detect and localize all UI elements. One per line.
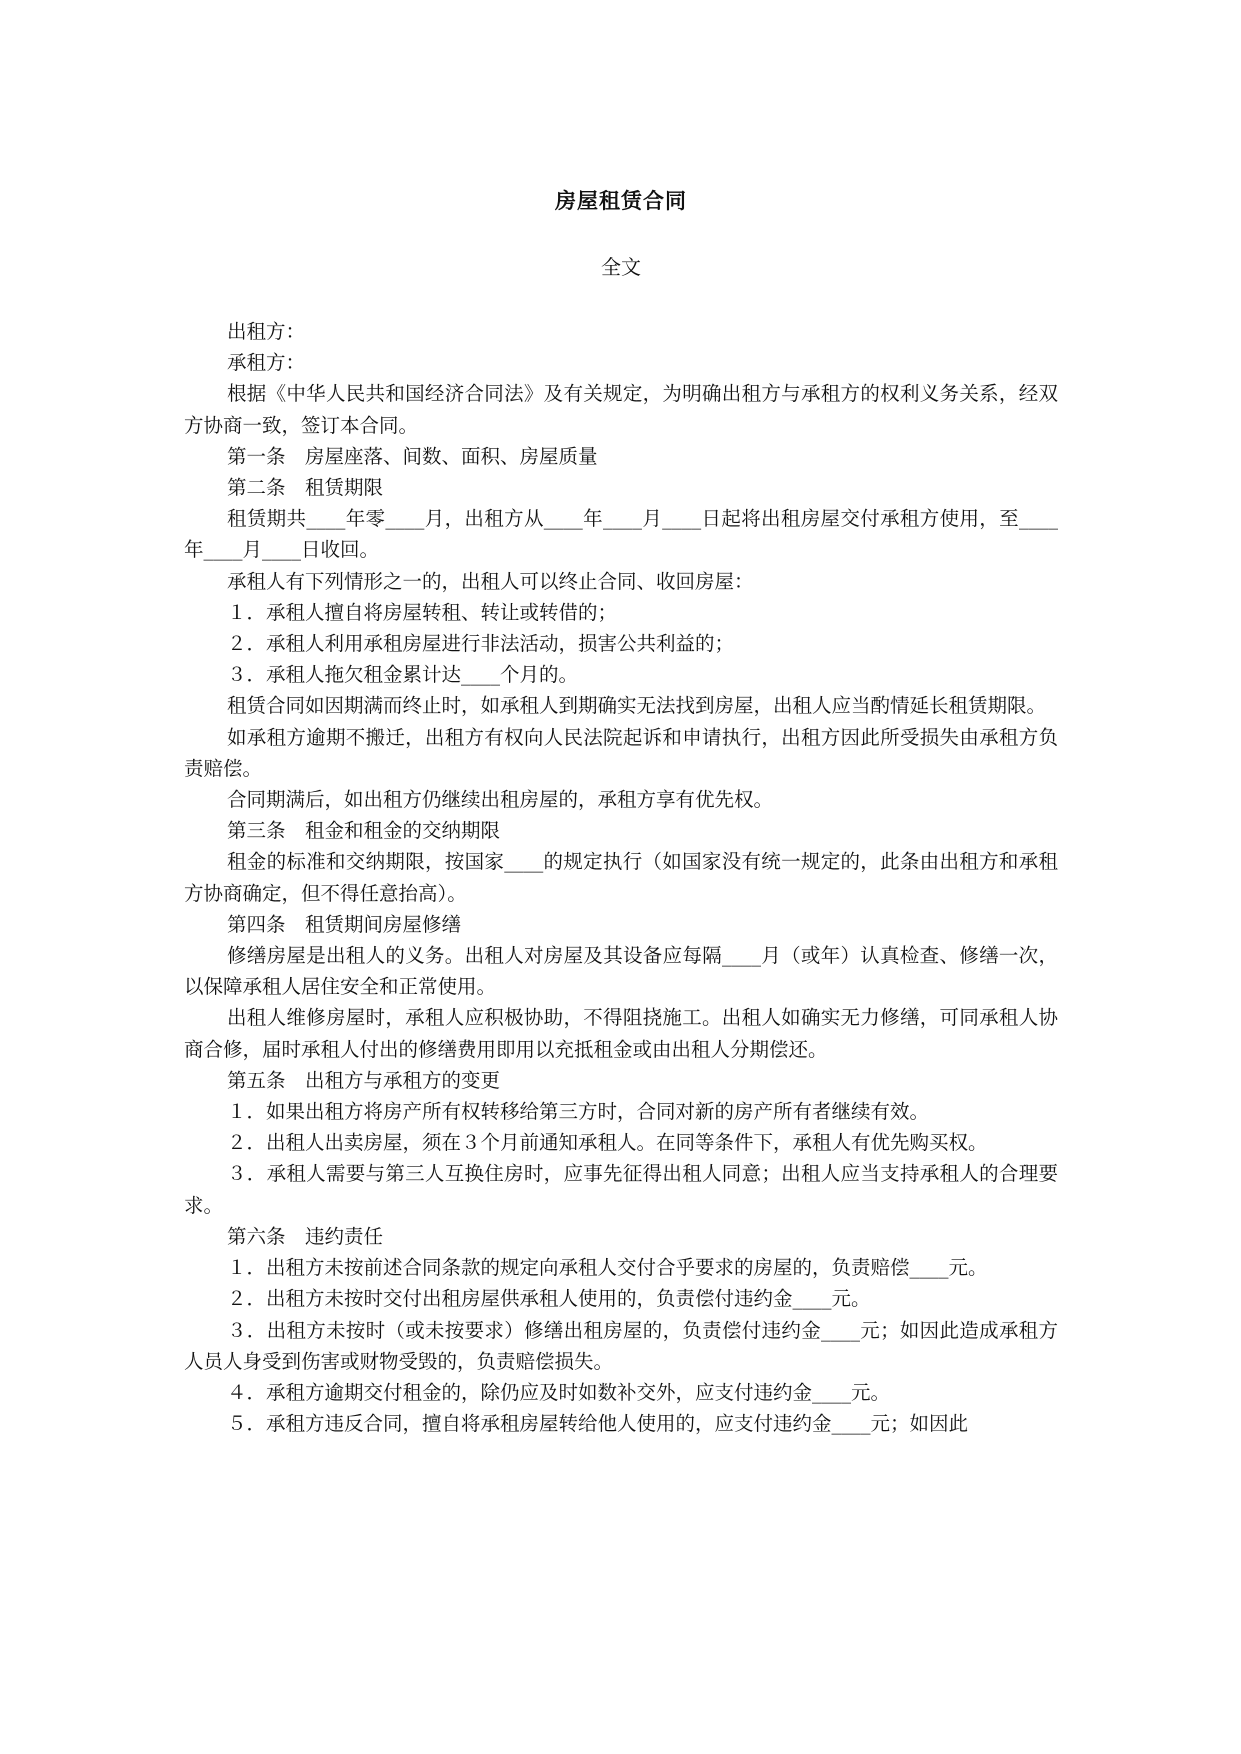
list-item: ４．承租方逾期交付租金的，除仍应及时如数补交外，应支付违约金____元。 — [227, 1380, 891, 1404]
list-item: １．承租人擅自将房屋转租、转让或转借的； — [227, 600, 618, 624]
paragraph-repair-duty: 修缮房屋是出租人的义务。出租人对房屋及其设备应每隔____月（或年）认真检查、修缮一次，以保障承租人居住安全和正常使用。 — [184, 944, 1058, 999]
document-page — [184, 0, 1058, 1754]
article-4-heading: 第四条 租赁期间房屋修缮 — [227, 912, 462, 936]
article-2-heading: 第二条 租赁期限 — [227, 476, 384, 500]
paragraph-rent-standard: 租金的标准和交纳期限，按国家____的规定执行（如国家没有统一规定的，此条由出租方和承租方协商确定，但不得任意抬高）。 — [184, 850, 1058, 905]
paragraph-termination-intro: 承租人有下列情形之一的，出租人可以终止合同、收回房屋： — [227, 569, 754, 593]
paragraph-overdue-move: 如承租方逾期不搬迁，出租方有权向人民法院起诉和申请执行，出租方因此所受损失由承租方负责赔偿。 — [184, 725, 1058, 780]
list-item: ２．承租人利用承租房屋进行非法活动，损害公共利益的； — [227, 632, 735, 656]
list-item: ２．出租方未按时交付出租房屋供承租人使用的，负责偿付违约金____元。 — [227, 1287, 871, 1311]
paragraph-lease-term: 租赁期共____年零____月，出租方从____年____月____日起将出租房屋交付承租方使用，至____年____月____日收回。 — [184, 507, 1058, 562]
article-6-heading: 第六条 违约责任 — [227, 1224, 384, 1248]
list-item: ３．承租人需要与第三人互换住房时，应事先征得出租人同意；出租人应当支持承租人的合理要求。 — [184, 1162, 1058, 1217]
paragraph-lessee: 承租方： — [227, 351, 306, 375]
article-1-heading: 第一条 房屋座落、间数、面积、房屋质量 — [227, 444, 598, 468]
document-subtitle: 全文 — [601, 255, 641, 279]
paragraph-repair-cooperation: 出租人维修房屋时，承租人应积极协助，不得阻挠施工。出租人如确实无力修缮，可同承租人协商合修，届时承租人付出的修缮费用即用以充抵租金或由出租人分期偿还。 — [184, 1006, 1058, 1061]
paragraph-lessor: 出租方： — [227, 320, 306, 343]
list-item: ３．出租方未按时（或未按要求）修缮出租房屋的，负责偿付违约金____元；如因此造成承租方人员人身受到伤害或财物受毁的，负责赔偿损失。 — [184, 1318, 1058, 1373]
list-item: ５．承租方违反合同，擅自将承租房屋转给他人使用的，应支付违约金____元；如因此 — [227, 1412, 969, 1436]
list-item: １．出租方未按前述合同条款的规定向承租人交付合乎要求的房屋的，负责赔偿____元。 — [227, 1256, 988, 1280]
list-item: ２．出租人出卖房屋，须在３个月前通知承租人。在同等条件下，承租人有优先购买权。 — [227, 1131, 988, 1155]
paragraph-priority: 合同期满后，如出租方仍继续出租房屋的，承租方享有优先权。 — [227, 788, 774, 812]
list-item: １．如果出租方将房产所有权转移给第三方时，合同对新的房产所有者继续有效。 — [227, 1100, 930, 1124]
paragraph-extension: 租赁合同如因期满而终止时，如承租人到期确实无法找到房屋，出租人应当酌情延长租赁期限。 — [227, 694, 1047, 718]
paragraph-preamble: 根据《中华人民共和国经济合同法》及有关规定，为明确出租方与承租方的权利义务关系，经双方协商一致，签订本合同。 — [184, 382, 1058, 437]
article-5-heading: 第五条 出租方与承租方的变更 — [227, 1068, 501, 1092]
article-3-heading: 第三条 租金和租金的交纳期限 — [227, 819, 501, 843]
list-item: ３．承租人拖欠租金累计达____个月的。 — [227, 663, 579, 687]
document-title: 房屋租赁合同 — [555, 188, 687, 213]
document-body — [184, 316, 1058, 1439]
